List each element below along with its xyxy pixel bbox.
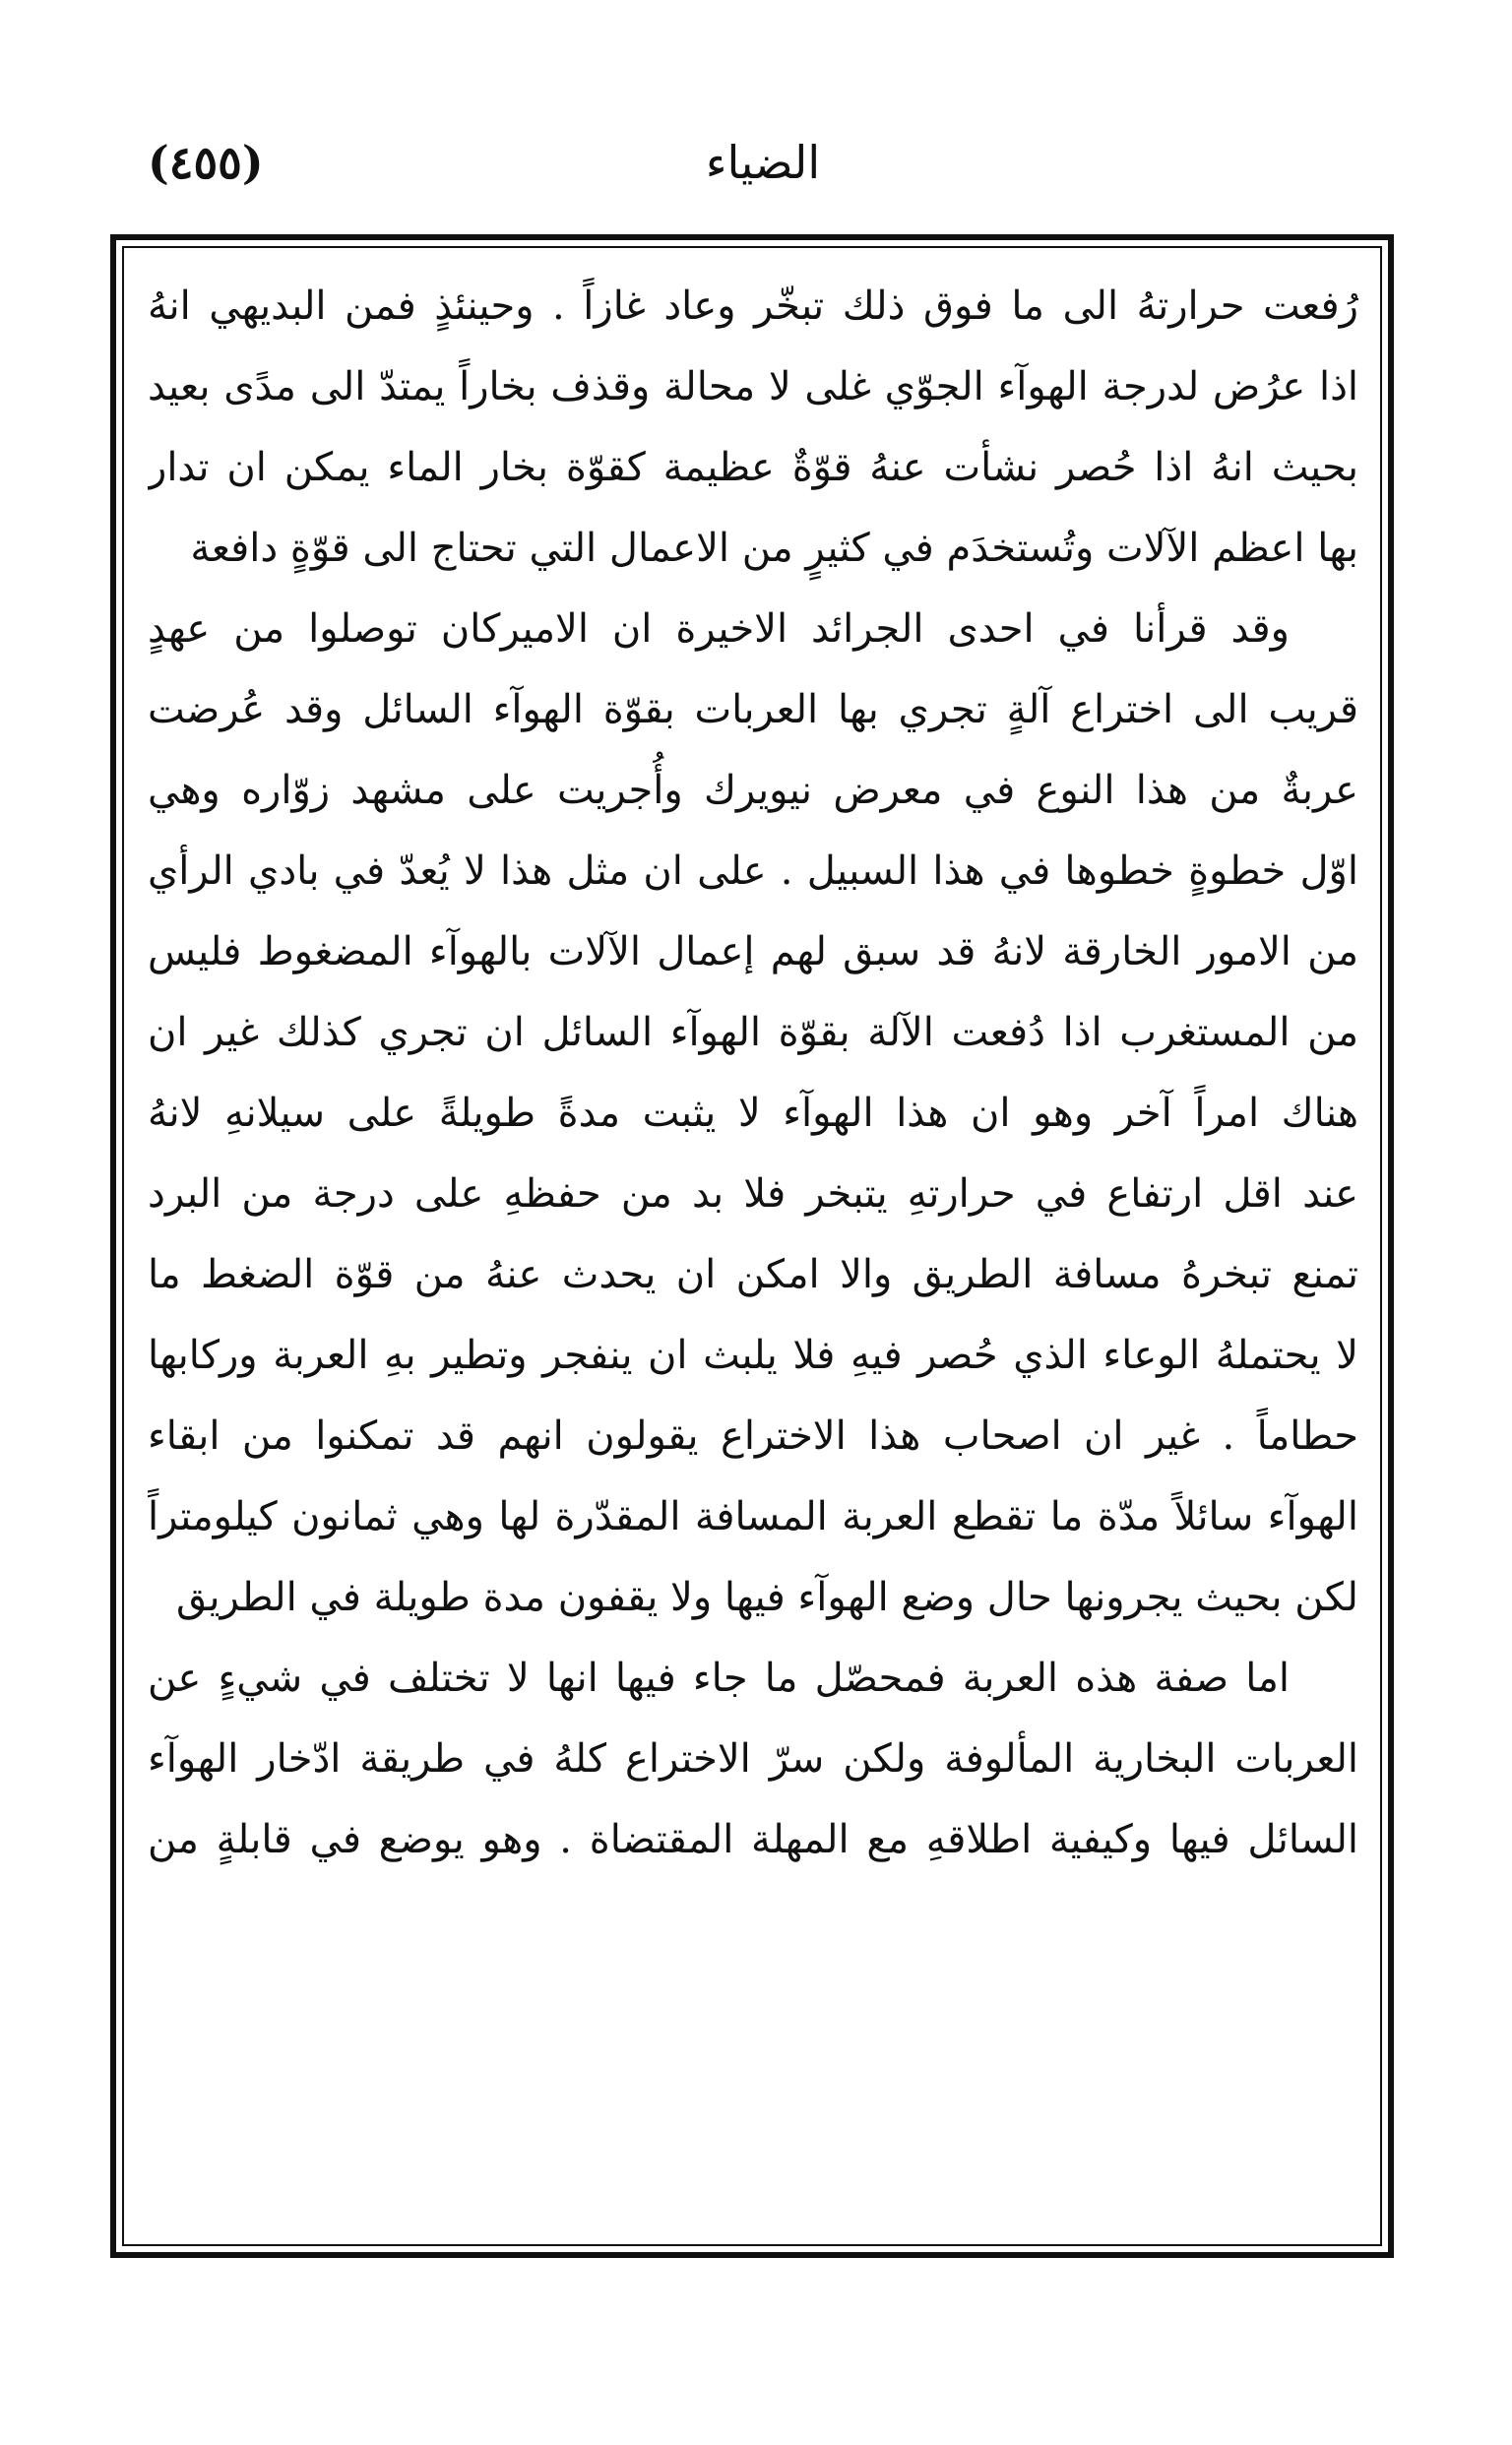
text-line: بها اعظم الآلات وتُستخدَم في كثيرٍ من الاعمال التي تحتاج الى قوّةٍ دافعة bbox=[190, 526, 1358, 571]
text-line: اوّل خطوةٍ خطوها في هذا السبيل . على ان مثل هذا لا يُعدّ في بادي الرأي bbox=[148, 848, 1358, 894]
text-line: اما صفة هذه العربة فمحصّل ما جاء فيها انها لا تختلف في شيءٍ عن bbox=[148, 1656, 1291, 1701]
text-line: من المستغرب اذا دُفعت الآلة بقوّة الهوآء السائل ان تجري كذلك غير ان bbox=[148, 1010, 1358, 1055]
text-line: بحيث انهُ اذا حُصر نشأت عنهُ قوّةٌ عظيمة كقوّة بخار الماء يمكن ان تدار bbox=[148, 445, 1358, 490]
page-header bbox=[148, 118, 1378, 207]
text-line: قريب الى اختراع آلةٍ تجري بها العربات بقوّة الهوآء السائل وقد عُرضت bbox=[148, 687, 1358, 732]
running-title: الضياء bbox=[705, 136, 821, 189]
text-line: هناك امراً آخر وهو ان هذا الهوآء لا يثبت مدةً طويلةً على سيلانهِ لانهُ bbox=[148, 1091, 1358, 1136]
text-line: الهوآء سائلاً مدّة ما تقطع العربة المسافة المقدّرة لها وهي ثمانون كيلومتراً bbox=[148, 1494, 1358, 1539]
text-line: عند اقل ارتفاع في حرارتهِ يتبخر فلا بد من حفظهِ على درجة من البرد bbox=[148, 1171, 1358, 1217]
text-line: من الامور الخارقة لانهُ قد سبق لهم إعمال الآلات بالهوآء المضغوط فليس bbox=[148, 929, 1358, 974]
page-number: (٤٥٥) bbox=[148, 136, 264, 189]
text-line: عربةٌ من هذا النوع في معرض نيويرك وأُجريت على مشهد زوّاره وهي bbox=[148, 768, 1358, 813]
text-line: السائل فيها وكيفية اطلاقهِ مع المهلة المقتضاة . وهو يوضع في قابلةٍ من bbox=[148, 1817, 1358, 1862]
text-line: رُفعت حرارتهُ الى ما فوق ذلك تبخّر وعاد غازاً . وحينئذٍ فمن البديهي انهُ bbox=[148, 283, 1358, 329]
text-line: لا يحتملهُ الوعاء الذي حُصر فيهِ فلا يلبث ان ينفجر وتطير بهِ العربة وركابها bbox=[148, 1333, 1358, 1378]
text-line: تمنع تبخرهُ مسافة الطريق والا امكن ان يحدث عنهُ من قوّة الضغط ما bbox=[148, 1252, 1358, 1297]
text-line: لكن بحيث يجرونها حال وضع الهوآء فيها ولا يقفون مدة طويلة في الطريق bbox=[176, 1575, 1358, 1620]
text-line: اذا عرُض لدرجة الهوآء الجوّي غلى لا محالة وقذف بخاراً يمتدّ الى مدًى بعيد bbox=[148, 364, 1358, 409]
text-line: حطاماً . غير ان اصحاب هذا الاختراع يقولون انهم قد تمكنوا من ابقاء bbox=[148, 1413, 1358, 1459]
body-text bbox=[148, 266, 1358, 2225]
text-line: وقد قرأنا في احدى الجرائد الاخيرة ان الاميركان توصلوا من عهدٍ bbox=[148, 606, 1290, 652]
text-line: العربات البخارية المألوفة ولكن سرّ الاختراع كلهُ في طريقة ادّخار الهوآء bbox=[148, 1736, 1358, 1782]
